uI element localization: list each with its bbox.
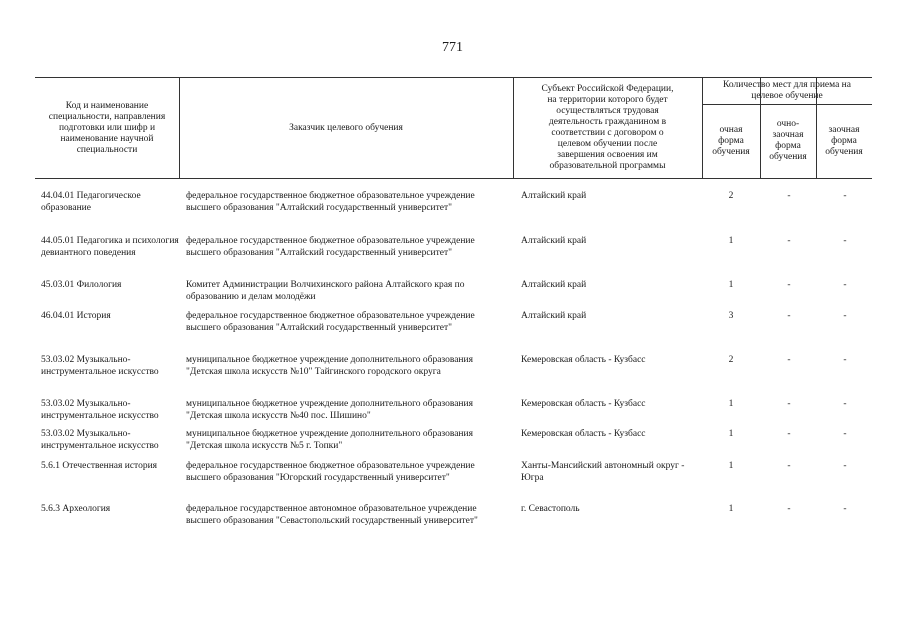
row-subject: Алтайский край bbox=[521, 280, 587, 290]
row-customer: федеральное государственное бюджетное образовательное учреждение высшего образования "Алтайский государственный университет" bbox=[186, 311, 475, 333]
row-mixed: - bbox=[787, 280, 791, 290]
row-full-time: 1 bbox=[728, 504, 734, 514]
row-subject: Кемеровская область - Кузбасс bbox=[521, 429, 646, 439]
page-number: 771 bbox=[442, 40, 463, 55]
row-full-time: 2 bbox=[728, 355, 734, 365]
row-specialty: 5.6.3 Археология bbox=[41, 504, 111, 514]
row-mixed: - bbox=[787, 355, 791, 365]
header-places: Количество мест для приема на целевое обучение bbox=[723, 80, 851, 101]
row-full-time: 1 bbox=[728, 429, 734, 439]
row-full-time: 1 bbox=[728, 399, 734, 409]
row-mixed: - bbox=[787, 311, 791, 321]
row-specialty: 53.03.02 Музыкально-инструментальное искусство bbox=[41, 355, 159, 377]
header-mixed: очно-заочная форма обучения bbox=[769, 119, 807, 162]
header-full-time: очная форма обучения bbox=[712, 124, 750, 157]
row-mixed: - bbox=[787, 399, 791, 409]
target-places-table bbox=[35, 77, 872, 526]
header-subject: Субъект Российской Федерации, на территории которого будет осуществляться трудовая деятельность гражданином в соответствии с договором о целевом обучении после завершения освоения им образовательной программы bbox=[541, 84, 674, 171]
row-subject: Алтайский край bbox=[521, 236, 587, 246]
row-specialty: 46.04.01 История bbox=[41, 311, 111, 321]
row-specialty: 5.6.1 Отечественная история bbox=[41, 461, 158, 471]
row-customer: федеральное государственное автономное образовательное учреждение высшего образования "Севастопольский государственный университет" bbox=[186, 504, 478, 526]
row-customer: федеральное государственное бюджетное образовательное учреждение высшего образования "Алтайский государственный университет" bbox=[186, 236, 475, 258]
row-mixed: - bbox=[787, 236, 791, 246]
row-full-time: 3 bbox=[728, 311, 734, 321]
row-mixed: - bbox=[787, 191, 791, 201]
row-mixed: - bbox=[787, 429, 791, 439]
row-part-time: - bbox=[843, 236, 847, 246]
row-subject: г. Севастополь bbox=[521, 504, 580, 514]
row-part-time: - bbox=[843, 311, 847, 321]
row-customer: Комитет Администрации Волчихинского района Алтайского края по образованию и делам молодёжи bbox=[186, 280, 465, 302]
row-part-time: - bbox=[843, 355, 847, 365]
row-full-time: 1 bbox=[728, 236, 734, 246]
row-customer: муниципальное бюджетное учреждение дополнительного образования "Детская школа искусств №40 пос. Шишино" bbox=[186, 399, 473, 421]
row-customer: федеральное государственное бюджетное образовательное учреждение высшего образования "Югорский государственный университет" bbox=[186, 461, 475, 483]
row-subject: Кемеровская область - Кузбасс bbox=[521, 355, 646, 365]
row-mixed: - bbox=[787, 461, 791, 471]
row-part-time: - bbox=[843, 191, 847, 201]
header-part-time: заочная форма обучения bbox=[825, 124, 863, 157]
row-part-time: - bbox=[843, 504, 847, 514]
table-header bbox=[35, 77, 872, 179]
row-customer: муниципальное бюджетное учреждение дополнительного образования "Детская школа искусств №5 г. Топки" bbox=[186, 429, 473, 451]
row-customer: федеральное государственное бюджетное образовательное учреждение высшего образования "Алтайский государственный университет" bbox=[186, 191, 475, 213]
row-subject: Ханты-Мансийский автономный округ - Югра bbox=[521, 461, 685, 483]
row-customer: муниципальное бюджетное учреждение дополнительного образования "Детская школа искусств №10" Тайгинского городского округа bbox=[186, 355, 473, 377]
row-part-time: - bbox=[843, 429, 847, 439]
row-full-time: 2 bbox=[728, 191, 734, 201]
row-subject: Алтайский край bbox=[521, 311, 587, 321]
row-mixed: - bbox=[787, 504, 791, 514]
header-customer: Заказчик целевого обучения bbox=[289, 122, 403, 133]
row-full-time: 1 bbox=[728, 280, 734, 290]
row-full-time: 1 bbox=[728, 461, 734, 471]
row-specialty: 53.03.02 Музыкально-инструментальное искусство bbox=[41, 429, 159, 451]
row-part-time: - bbox=[843, 280, 847, 290]
header-specialty: Код и наименование специальности, направления подготовки или шифр и наименование научной специальности bbox=[48, 100, 166, 155]
row-part-time: - bbox=[843, 399, 847, 409]
row-specialty: 44.05.01 Педагогика и психология девиантного поведения bbox=[41, 236, 179, 258]
row-specialty: 44.04.01 Педагогическое образование bbox=[41, 191, 141, 213]
row-part-time: - bbox=[843, 461, 847, 471]
row-subject: Алтайский край bbox=[521, 191, 587, 201]
row-specialty: 45.03.01 Филология bbox=[41, 280, 122, 290]
row-subject: Кемеровская область - Кузбасс bbox=[521, 399, 646, 409]
row-specialty: 53.03.02 Музыкально-инструментальное искусство bbox=[41, 399, 159, 421]
